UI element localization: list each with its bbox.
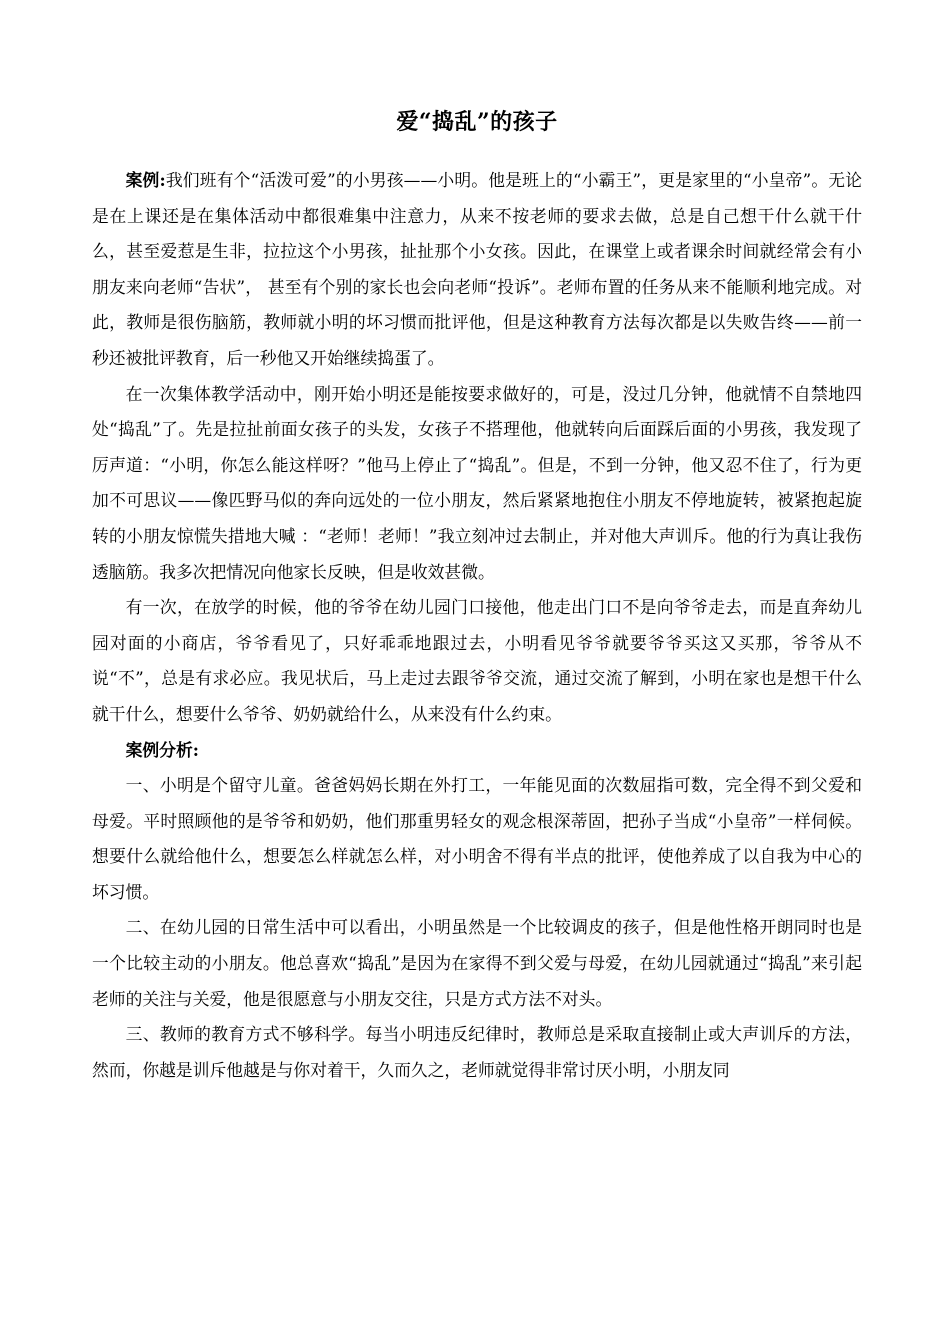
analysis-paragraph-2: 二、在幼儿园的日常生活中可以看出，小明虽然是一个比较调皮的孩子，但是他性格开朗同时也是一个比较主动的小朋友。他总喜欢“捣乱”是因为在家得不到父爱与母爱，在幼儿园就通过“捣乱”来引起老师的关注与关爱，他是很愿意与小朋友交往，只是方式方法不对头。	[92, 917, 862, 1009]
case-label: 案例:	[125, 170, 166, 190]
case-paragraph-1	[92, 163, 862, 377]
case-paragraph-1-text: 我们班有个“活泼可爱”的小男孩——小明。他是班上的“小霸王”，更是家里的“小皇帝”。无论是在上课还是在集体活动中都很难集中注意力，从来不按老师的要求去做，总是自己想干什么就干什么，甚至爱惹是生非，拉拉这个小男孩，扯扯那个小女孩。因此，在课堂上或者课余时间就经常会有小朋友来向老师“告状”， 甚至有个别的家长也会向老师“投诉”。老师布置的任务从来不能顺利地完成。对此，教师是很伤脑筋，教师就小明的坏习惯而批评他，但是这种教育方法每次都是以失败告终——前一秒还被批评教育，后一秒他又开始继续捣蛋了。	[92, 170, 862, 368]
case-paragraph-3: 有一次，在放学的时候，他的爷爷在幼儿园门口接他，他走出门口不是向爷爷走去，而是直奔幼儿园对面的小商店，爷爷看见了，只好乖乖地跟过去，小明看见爷爷就要爷爷买这又买那，爷爷从不说“不”，总是有求必应。我见状后，马上走过去跟爷爷交流，通过交流了解到，小明在家也是想干什么就干什么，想要什么爷爷、奶奶就给什么，从来没有什么约束。	[92, 597, 862, 724]
case-paragraph-2: 在一次集体教学活动中，刚开始小明还是能按要求做好的，可是，没过几分钟，他就情不自禁地四处“捣乱”了。先是拉扯前面女孩子的头发，女孩子不搭理他，他就转向后面踩后面的小男孩，我发现了厉声道：“小明，你怎么能这样呀？”他马上停止了“捣乱”。但是，不到一分钟，他又忍不住了，行为更加不可思议——像匹野马似的奔向远处的一位小朋友，然后紧紧地抱住小朋友不停地旋转，被紧抱起旋转的小朋友惊慌失措地大喊 ：“老师！老师！”我立刻冲过去制止，并对他大声训斥。他的行为真让我伤透脑筋。我多次把情况向他家长反映，但是收效甚微。	[92, 383, 862, 582]
document-title: 爱“捣乱”的孩子	[396, 109, 558, 135]
analysis-paragraph-3: 三、教师的教育方式不够科学。每当小明违反纪律时，教师总是采取直接制止或大声训斥的方法，然而，你越是训斥他越是与你对着干，久而久之，老师就觉得非常讨厌小明，小朋友同	[92, 1024, 862, 1080]
analysis-heading: 案例分析:	[125, 739, 199, 760]
analysis-paragraph-1: 一、小明是个留守儿童。爸爸妈妈长期在外打工，一年能见面的次数屈指可数，完全得不到父爱和母爱。平时照顾他的是爷爷和奶奶，他们那重男轻女的观念根深蒂固，把孙子当成“小皇帝”一样伺候。想要什么就给他什么，想要怎么样就怎么样，对小明舍不得有半点的批评，使他养成了以自我为中心的坏习惯。	[92, 775, 862, 902]
